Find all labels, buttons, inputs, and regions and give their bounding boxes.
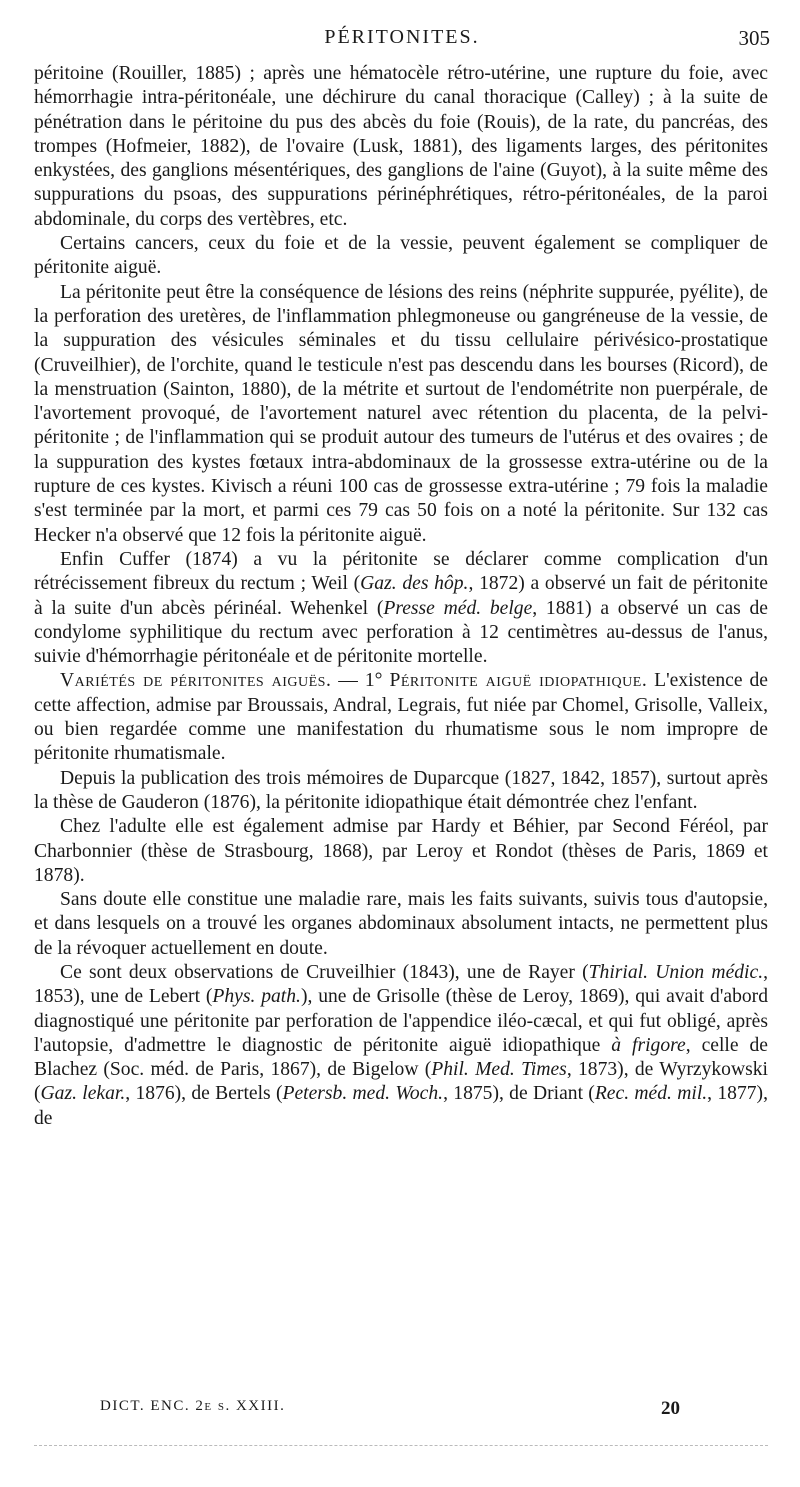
citation-italic: Presse méd. belge (383, 597, 533, 619)
running-title: PÉRITONITES. (324, 26, 480, 48)
text-run: L'existence de cette affection, admise par Broussais, Andral, Legrais, fut niée par Chomel, Grisolle, Valleix, ou bien regardée comme une manifestation du rhumatisme sous le nom impropre de péritonite rhumatismale. (34, 670, 769, 765)
paragraph-2: Certains cancers, ceux du foie et de la vessie, peuvent également se compliquer de péritonite aiguë. (34, 233, 768, 279)
citation-italic: Phil. Med. Times (431, 1059, 567, 1081)
sheet-number: 20 (661, 1398, 680, 1419)
paragraph-7: Chez l'adulte elle est également admise par Hardy et Béhier, par Second Féréol, par Charbonnier (thèse de Strasbourg, 1868), par Leroy et Rondot (thèses de Paris, 1869 et 1878). (34, 816, 768, 886)
text-run: — 1° (331, 670, 390, 692)
text-run: , 1853), une de Lebert ( (34, 961, 769, 1008)
section-heading: Variétés de péritonites aiguës. (60, 670, 332, 692)
running-head (34, 26, 770, 52)
paragraph-9 (34, 961, 768, 1131)
paragraph-1: péritoine (Rouiller, 1885) ; après une hématocèle rétro-utérine, une rupture du foie, avec hémorrhagie intra-péritonéale, une déchirure du canal thoracique (Calley) ; à la suite de pénétration dans le péritoine du pus des abcès du foie (Rouis), de la rate, du pancréas, des trompes (Hofmeier, 1882), de l'ovaire (Lusk, 1881), des ligaments larges, des péritonites enkystées, des ganglions mésentériques, des ganglions de l'aine (Guyot), à la suite même des suppurations du psoas, des suppurations périnéphrétiques, rétro-péritonéales, de la paroi abdominale, du corps des vertèbres, etc. (34, 63, 768, 230)
text-run: , 1877), de (34, 1083, 768, 1129)
paragraph-4 (34, 548, 768, 669)
text-run: , 1875), de Driant ( (443, 1083, 595, 1105)
citation-italic: Thirial. Union médic. (588, 961, 764, 983)
text-run: , 1872) a observé un fait de péritonite à la suite d'un abcès périnéal. Wehenkel ( (34, 573, 768, 619)
citation-italic: Phys. path. (212, 986, 301, 1008)
citation-italic: Rec. méd. mil. (594, 1083, 708, 1105)
citation-italic: Gaz. des hôp. (360, 573, 469, 595)
paragraph-3: La péritonite peut être la conséquence de lésions des reins (néphrite suppurée, pyélite), de la perforation des uretères, de l'inflammation phlegmoneuse ou gangréneuse de la vessie, de la suppuration des vésicules séminales et du tissu cellulaire périvésico-prostatique (Cruveilhier), de l'orchite, quand le testicule n'est pas descendu dans les bourses (Ricord), de la menstruation (Sainton, 1880), de la métrite et surtout de l'endométrite non puerpérale, de l'avortement provoqué, de l'avortement naturel avec rétention du placenta, de la pelvi-péritonite ; de l'inflammation qui se produit autour des tumeurs de l'utérus et des ovaires ; de la suppuration des kystes fœtaux intra-abdominaux de la grossesse extra-utérine ou de la rupture de ces kystes. Kivisch a réuni 100 cas de grossesse extra-utérine ; 79 fois la maladie s'est terminée par la mort, et parmi ces 79 cas 50 fois on a noté la péritonite. Sur 132 cas Hecker n'a observé que 12 fois la péritonite aiguë. (34, 281, 768, 546)
text-run: , 1876), de Bertels ( (125, 1083, 283, 1105)
citation-italic: Gaz. lekar. (40, 1083, 126, 1105)
text-run: Ce sont deux observations de Cruveilhier (1843), une de Rayer ( (60, 961, 589, 983)
paragraph-5 (34, 669, 768, 766)
printer-signature: DICT. ENC. 2e s. XXIII. (100, 1398, 286, 1414)
paragraph-6: Depuis la publication des trois mémoires de Duparcque (1827, 1842, 1857), surtout après la thèse de Gauderon (1876), la péritonite idiopathique était démontrée chez l'enfant. (34, 767, 768, 813)
text-run: ), une de Grisolle (thèse de Leroy, 1869), qui avait d'abord diagnostiqué une péritonite par perforation de l'appendice iléo-cæcal, et qui fut obligé, après l'autopsie, d'admettre le diagnostic de péritonite aiguë idiopathique (34, 986, 768, 1056)
page-footer (100, 1398, 700, 1424)
text-run: , 1881) a observé un cas de condylome syphilitique du rectum avec perforation à 12 centimètres au-dessus de l'anus, suivie d'hémorrhagie péritonéale et de péritonite mortelle. (34, 597, 768, 668)
text-run: , 1873), de Wyrzykowski ( (34, 1059, 768, 1105)
body-text (34, 62, 768, 1131)
text-run: Enfin Cuffer (1874) a vu la péritonite se déclarer comme complication d'un rétrécissement fibreux du rectum ; Weil ( (34, 548, 768, 595)
text-run: , celle de Blachez (Soc. méd. de Paris, 1867), de Bigelow ( (34, 1034, 769, 1081)
page-number: 305 (738, 26, 770, 50)
subsection-heading: Péritonite aiguë idiopathique. (389, 670, 648, 692)
citation-italic: à frigore (611, 1034, 686, 1056)
citation-italic: Petersb. med. Woch. (282, 1083, 444, 1105)
bottom-divider (34, 1445, 768, 1446)
paragraph-8: Sans doute elle constitue une maladie rare, mais les faits suivants, suivis tous d'autopsie, et dans lesquels on a trouvé les organes abdominaux absolument intacts, ne permettent plus de la révoquer actuellement en doute. (34, 889, 768, 959)
